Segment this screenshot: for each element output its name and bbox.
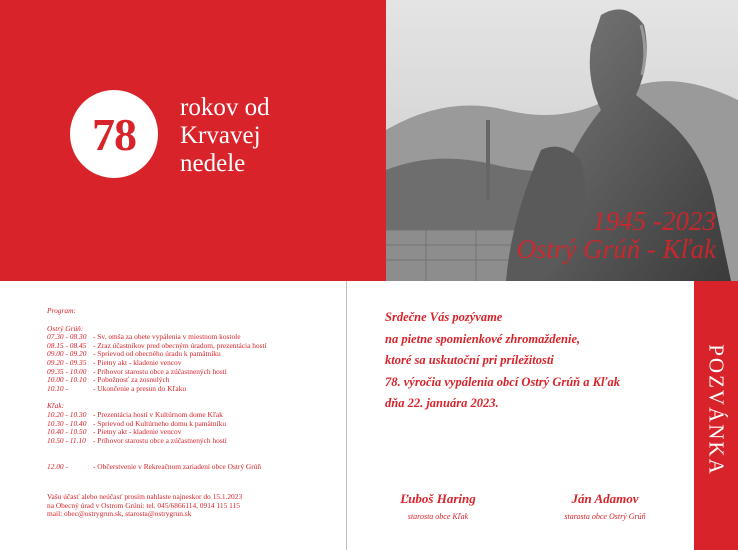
program-text: - Pobožnosť za zosnulých: [93, 375, 170, 385]
program-text: - Pietny akt - kladenie vencov: [93, 427, 182, 437]
signature-role: starosta obce Ostrý Grúň: [564, 512, 646, 521]
program-time: 10.40 - 10.50: [47, 427, 87, 437]
program-row: [47, 437, 337, 446]
program-time: 08.15 - 08.45: [47, 340, 87, 350]
program-row: [47, 385, 337, 394]
program-text: - Príhovor starostu obce a zúčastnených hostí: [93, 366, 227, 376]
program-text: - Sprievod od obecného úradu k pamätníku: [93, 349, 221, 359]
program-time: 12.00 -: [47, 462, 68, 472]
program-row: [47, 368, 337, 377]
invitation-line: 78. výročia vypálenia obcí Ostrý Grúň a Kľak: [385, 374, 620, 389]
anniversary-circle: [70, 90, 158, 178]
title-panel: [0, 0, 386, 281]
program: [47, 307, 337, 472]
signature-klak: [378, 491, 498, 521]
program-time: 10.10 -: [47, 383, 68, 393]
program-text: - Sprievod od Kultúrneho domu k pamätníku: [93, 418, 227, 428]
fold-divider: [346, 281, 347, 550]
program-row: [47, 350, 337, 359]
program-row: [47, 463, 337, 472]
program-time: 09.35 - 10.00: [47, 366, 87, 376]
invitation-line: dňa 22. januára 2023.: [385, 396, 499, 410]
program-text: - Občerstvenie v Rekreačnom zariadení obce Ostrý Grúň: [93, 462, 262, 472]
photo-title-years: 1945 -2023: [592, 206, 716, 236]
band-label: POZVÁNKA: [704, 344, 729, 476]
program-time: 10.50 - 11.10: [47, 435, 86, 445]
signature-name: Ján Adamov: [571, 491, 639, 506]
program-row: [47, 420, 337, 429]
section-heading: Ostrý Grúň:: [47, 323, 84, 333]
program-text: - Pietny akt - kladenie vencov: [93, 357, 182, 367]
anniversary-number: 78: [92, 108, 136, 160]
signature-role: starosta obce Kľak: [407, 512, 469, 521]
signature-name: Ľuboš Haring: [400, 491, 476, 506]
contact-line: Vašu účasť alebo neúčasť prosím nahlaste najneskor do 15.1.2023: [47, 492, 243, 501]
contact-info: [47, 493, 242, 519]
program-time: 10.30 - 10.40: [47, 418, 87, 428]
headline-line: rokov od: [180, 94, 270, 121]
program-row: [47, 376, 337, 385]
contact-line: mail: obec@ostrygrun.sk, starosta@ostrygrun.sk: [47, 509, 192, 519]
program-time: 09.20 - 09.35: [47, 357, 87, 367]
program-text: - Prezentácia hostí v Kultúrnom dome Kľak: [93, 409, 223, 419]
contact-line: na Obecný úrad v Ostrom Grúni: tel. 045/6866114, 0914 115 115: [47, 500, 240, 510]
headline-line: Krvavej: [180, 122, 261, 149]
photo-title-places: Ostrý Grúň - Kľak: [516, 234, 716, 264]
program-time: 10.20 - 10.30: [47, 409, 87, 419]
section-heading: Kľak:: [47, 401, 65, 411]
program-time: 10.00 - 10.10: [47, 375, 87, 385]
program-title: Program:: [47, 306, 76, 315]
invitation-line: na pietne spomienkové zhromaždenie,: [385, 331, 581, 346]
headline: [180, 94, 270, 178]
invitation-line: Srdečne Vás pozývame: [385, 310, 503, 324]
program-time: 09.00 - 09.20: [47, 349, 87, 359]
program-text: - Príhovor starostu obce a zúčastnených hostí: [93, 435, 227, 445]
signature-ostry-grun: [540, 491, 670, 521]
program-text: - Ukončenie a presun do Kľaku: [93, 383, 187, 393]
program-time: 07.30 - 08.30: [47, 332, 87, 342]
invitation-line: ktoré sa uskutoční pri príležitosti: [385, 353, 554, 367]
photo-title: [386, 207, 716, 263]
invitation-text: [385, 307, 620, 415]
headline-line: nedele: [180, 150, 246, 177]
program-text: - Zraz účastníkov pred obecným úradom, prezentácia hostí: [93, 340, 267, 350]
program-text: - Sv. omša za obete vypálenia v miestnom kostole: [93, 332, 241, 342]
